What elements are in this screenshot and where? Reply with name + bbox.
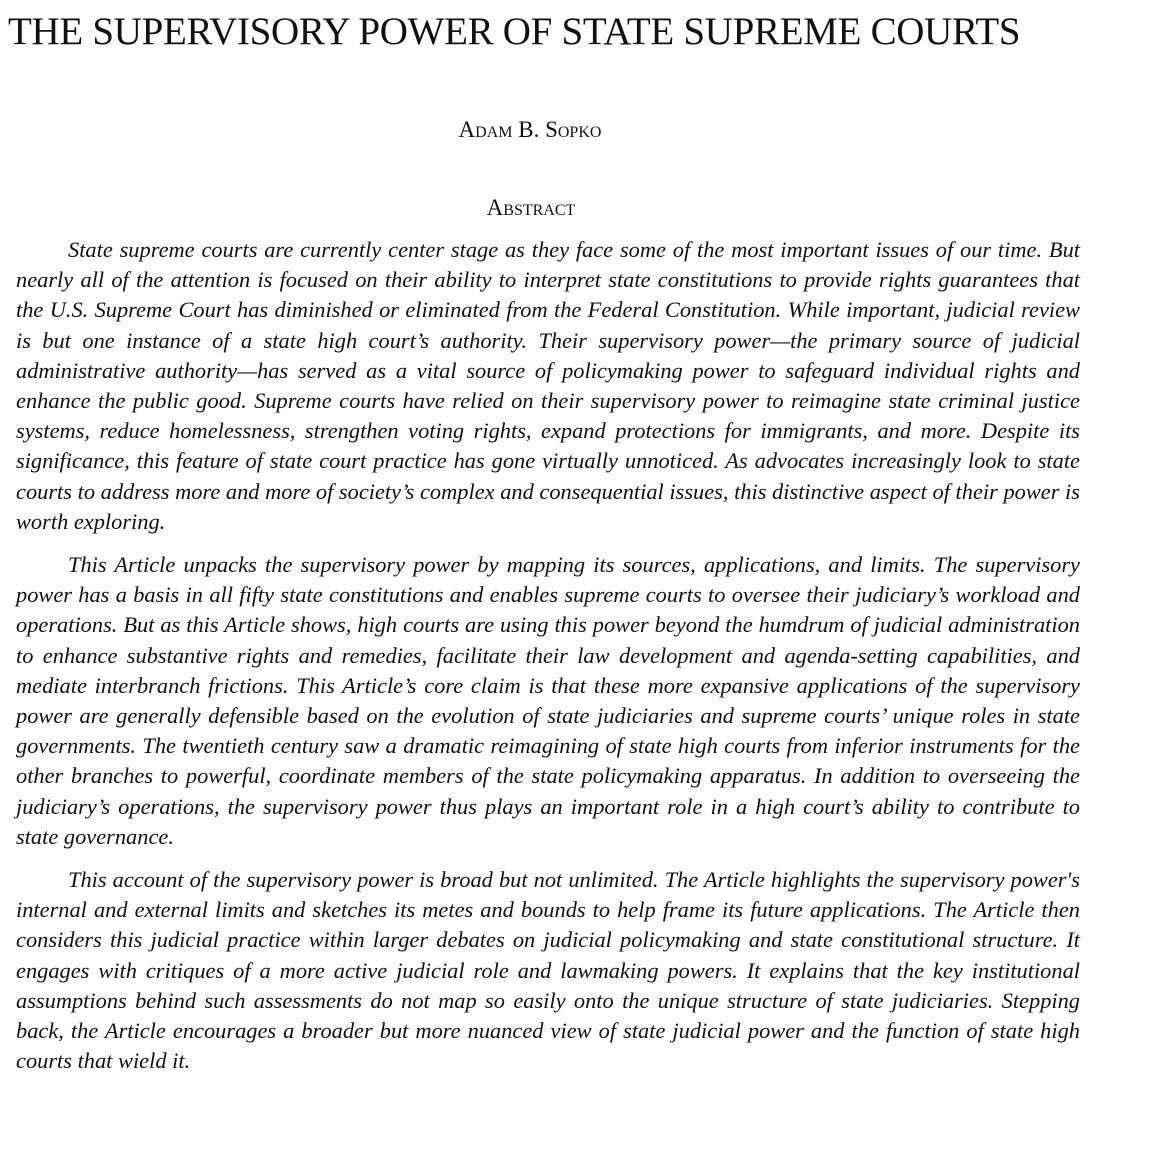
abstract-paragraph-2: This Article unpacks the supervisory power by mapping its sources, applications, and limits. The supervisory power has a basis in all fifty state constitutions and enables supreme courts to oversee their judiciary’s workload and operations. But as this Article shows, high courts are using this power beyond the humdrum of judicial administration to enhance substantive rights and remedies, facilitate their law development and agenda-setting capabilities, and mediate interbranch frictions. This Article’s core claim is that these more expansive applications of the supervisory power are generally defensible based on the evolution of state judiciaries and supreme courts’ unique roles in state governments. The twentieth century saw a dramatic reimagining of state high courts from inferior instruments for the other branches to powerful, coordinate members of the state policymaking apparatus. In addition to overseeing the judiciary’s operations, the supervisory power thus plays an important role in a high court’s ability to contribute to state governance.: [16, 552, 1080, 849]
abstract-paragraph-3: This account of the supervisory power is broad but not unlimited. The Article highlights the supervisory power's internal and external limits and sketches its metes and bounds to help frame its future applications. The Article then considers this judicial practice within larger debates on judicial policymaking and state constitutional structure. It engages with critiques of a more active judicial role and lawmaking powers. It explains that the key institutional assumptions behind such assessments do not map so easily onto the unique structure of state judiciaries. Stepping back, the Article encourages a broader but more nuanced view of state judicial power and the function of state high courts that wield it.: [16, 867, 1080, 1074]
author-name: Adam B. Sopko: [458, 117, 602, 142]
article-title: THE SUPERVISORY POWER OF STATE SUPREME COURTS: [8, 10, 1021, 53]
abstract-paragraph-1: State supreme courts are currently center stage as they face some of the most important issues of our time. But nearly all of the attention is focused on their ability to interpret state constitutions to provide rights guarantees that the U.S. Supreme Court has diminished or eliminated from the Federal Constitution. While important, judicial review is but one instance of a state high court’s authority. Their supervisory power—the primary source of judicial administrative authority—has served as a vital source of policymaking power to safeguard individual rights and enhance the public good. Supreme courts have relied on their supervisory power to reimagine state criminal justice systems, reduce homelessness, strengthen voting rights, expand protections for immigrants, and more. Despite its significance, this feature of state court practice has gone virtually unnoticed. As advocates increasingly look to state courts to address more and more of society’s complex and consequential issues, this distinctive aspect of their power is worth exploring.: [16, 237, 1080, 534]
abstract-body: [16, 235, 1080, 1089]
abstract-heading: Abstract: [486, 195, 576, 220]
